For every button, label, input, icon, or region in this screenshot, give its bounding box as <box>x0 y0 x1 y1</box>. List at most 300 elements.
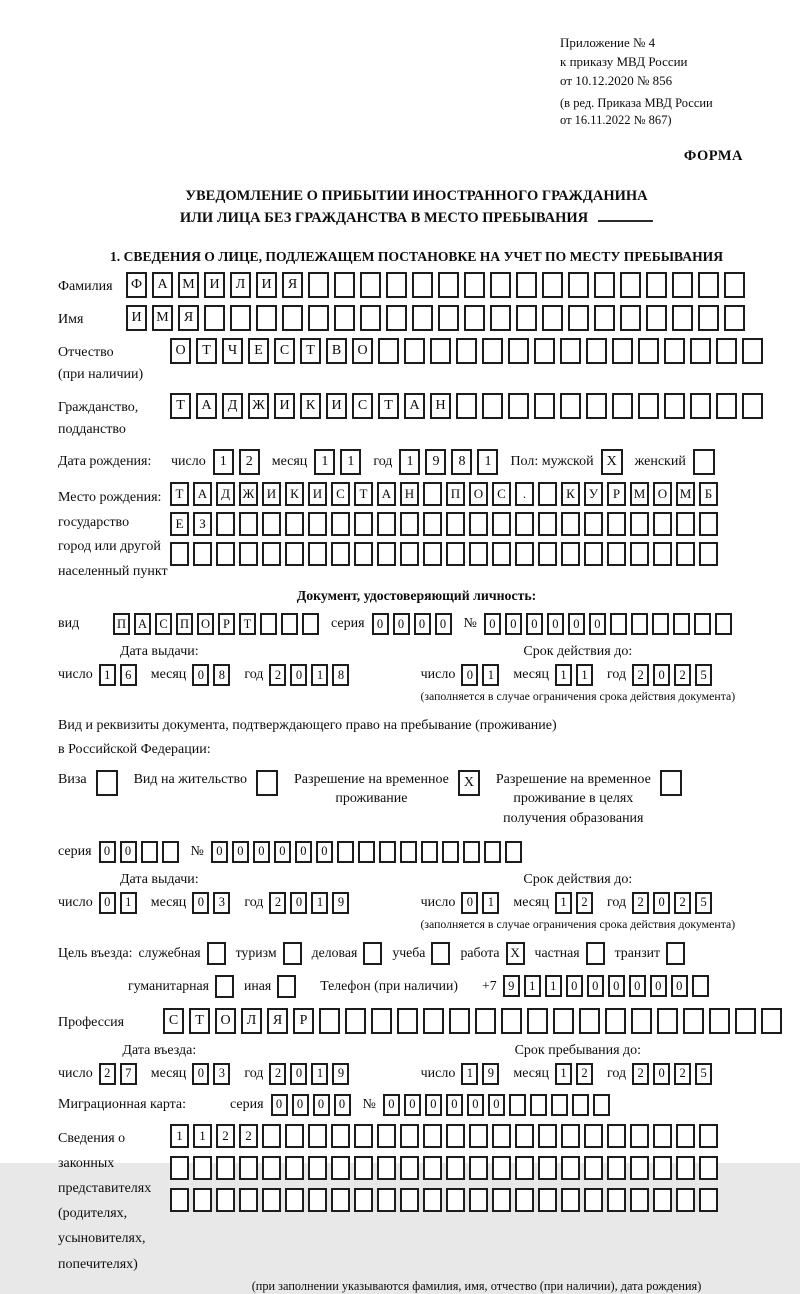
char-cell[interactable]: 0 <box>488 1094 505 1116</box>
char-cell[interactable]: 1 <box>170 1124 189 1148</box>
char-cell[interactable]: 7 <box>120 1063 137 1085</box>
char-cell[interactable] <box>538 1188 557 1212</box>
char-cell[interactable]: Е <box>170 512 189 536</box>
char-cell[interactable]: 9 <box>482 1063 499 1085</box>
char-cell[interactable] <box>716 338 737 364</box>
char-cell[interactable] <box>509 1094 526 1116</box>
char-cell[interactable]: 0 <box>253 841 270 863</box>
char-cell[interactable]: Я <box>282 272 303 298</box>
char-cell[interactable] <box>446 1156 465 1180</box>
char-cell[interactable]: 2 <box>632 892 649 914</box>
char-cell[interactable]: 1 <box>311 1063 328 1085</box>
char-cell[interactable] <box>354 1188 373 1212</box>
sex-female-checkbox[interactable] <box>693 449 715 475</box>
char-cell[interactable] <box>308 512 327 536</box>
char-cell[interactable]: Т <box>189 1008 210 1034</box>
char-cell[interactable]: 2 <box>269 664 286 686</box>
char-cell[interactable]: 0 <box>414 613 431 635</box>
char-cell[interactable] <box>464 272 485 298</box>
char-cell[interactable]: Д <box>222 393 243 419</box>
char-cell[interactable] <box>692 975 709 997</box>
char-cell[interactable] <box>538 1156 557 1180</box>
char-cell[interactable] <box>377 542 396 566</box>
char-cell[interactable]: О <box>469 482 488 506</box>
char-cell[interactable] <box>216 542 235 566</box>
char-cell[interactable]: К <box>285 482 304 506</box>
char-cell[interactable]: 5 <box>695 892 712 914</box>
visit-opt-tourism-checkbox[interactable] <box>283 942 302 965</box>
char-cell[interactable] <box>516 272 537 298</box>
char-cell[interactable]: 6 <box>120 664 137 686</box>
char-cell[interactable]: 8 <box>213 664 230 686</box>
char-cell[interactable]: 0 <box>99 841 116 863</box>
char-cell[interactable]: О <box>170 338 191 364</box>
char-cell[interactable] <box>698 305 719 331</box>
char-cell[interactable] <box>308 272 329 298</box>
char-cell[interactable] <box>442 841 459 863</box>
sex-male-checkbox[interactable]: X <box>601 449 623 475</box>
char-cell[interactable] <box>607 1156 626 1180</box>
char-cell[interactable] <box>386 272 407 298</box>
char-cell[interactable] <box>715 613 732 635</box>
char-cell[interactable] <box>630 1124 649 1148</box>
char-cell[interactable] <box>676 1124 695 1148</box>
char-cell[interactable] <box>482 338 503 364</box>
char-cell[interactable]: 1 <box>555 664 572 686</box>
visit-opt-work-checkbox[interactable]: X <box>506 942 525 965</box>
char-cell[interactable] <box>501 1008 522 1034</box>
char-cell[interactable]: 0 <box>316 841 333 863</box>
visit-opt-business-checkbox[interactable] <box>363 942 382 965</box>
char-cell[interactable]: . <box>515 482 534 506</box>
char-cell[interactable]: А <box>196 393 217 419</box>
char-cell[interactable] <box>449 1008 470 1034</box>
char-cell[interactable]: Ч <box>222 338 243 364</box>
char-cell[interactable] <box>438 305 459 331</box>
char-cell[interactable] <box>527 1008 548 1034</box>
char-cell[interactable] <box>490 272 511 298</box>
char-cell[interactable] <box>672 305 693 331</box>
char-cell[interactable] <box>331 512 350 536</box>
char-cell[interactable]: Я <box>267 1008 288 1034</box>
char-cell[interactable] <box>646 305 667 331</box>
char-cell[interactable] <box>360 272 381 298</box>
char-cell[interactable] <box>653 1156 672 1180</box>
char-cell[interactable] <box>664 338 685 364</box>
char-cell[interactable] <box>308 305 329 331</box>
char-cell[interactable] <box>515 1156 534 1180</box>
char-cell[interactable] <box>204 305 225 331</box>
char-cell[interactable]: И <box>204 272 225 298</box>
char-cell[interactable] <box>638 393 659 419</box>
char-cell[interactable] <box>716 393 737 419</box>
char-cell[interactable] <box>281 613 298 635</box>
char-cell[interactable]: М <box>178 272 199 298</box>
char-cell[interactable]: 1 <box>545 975 562 997</box>
char-cell[interactable] <box>412 305 433 331</box>
char-cell[interactable]: 0 <box>484 613 501 635</box>
char-cell[interactable] <box>620 305 641 331</box>
visit-opt-study-checkbox[interactable] <box>431 942 450 965</box>
char-cell[interactable]: 1 <box>482 664 499 686</box>
char-cell[interactable]: 0 <box>211 841 228 863</box>
char-cell[interactable] <box>285 1124 304 1148</box>
char-cell[interactable]: Л <box>230 272 251 298</box>
char-cell[interactable] <box>358 841 375 863</box>
char-cell[interactable]: П <box>446 482 465 506</box>
char-cell[interactable] <box>377 1188 396 1212</box>
char-cell[interactable]: 1 <box>524 975 541 997</box>
char-cell[interactable] <box>515 512 534 536</box>
char-cell[interactable] <box>193 1188 212 1212</box>
char-cell[interactable]: 0 <box>192 664 209 686</box>
char-cell[interactable] <box>331 1156 350 1180</box>
char-cell[interactable]: Т <box>378 393 399 419</box>
char-cell[interactable]: 0 <box>192 892 209 914</box>
char-cell[interactable] <box>568 272 589 298</box>
char-cell[interactable] <box>475 1008 496 1034</box>
char-cell[interactable]: С <box>492 482 511 506</box>
char-cell[interactable] <box>404 338 425 364</box>
char-cell[interactable] <box>469 1156 488 1180</box>
char-cell[interactable]: 0 <box>566 975 583 997</box>
char-cell[interactable] <box>331 542 350 566</box>
char-cell[interactable] <box>492 512 511 536</box>
char-cell[interactable]: И <box>274 393 295 419</box>
char-cell[interactable]: 9 <box>332 1063 349 1085</box>
char-cell[interactable] <box>561 1124 580 1148</box>
char-cell[interactable] <box>490 305 511 331</box>
char-cell[interactable]: В <box>326 338 347 364</box>
char-cell[interactable]: 2 <box>632 1063 649 1085</box>
char-cell[interactable] <box>516 305 537 331</box>
char-cell[interactable]: А <box>377 482 396 506</box>
char-cell[interactable]: 0 <box>547 613 564 635</box>
char-cell[interactable]: 0 <box>120 841 137 863</box>
char-cell[interactable] <box>594 305 615 331</box>
char-cell[interactable]: Т <box>354 482 373 506</box>
char-cell[interactable]: 0 <box>467 1094 484 1116</box>
char-cell[interactable]: 1 <box>99 664 116 686</box>
char-cell[interactable] <box>690 338 711 364</box>
char-cell[interactable]: К <box>300 393 321 419</box>
char-cell[interactable]: И <box>326 393 347 419</box>
char-cell[interactable] <box>423 1008 444 1034</box>
char-cell[interactable]: 2 <box>269 1063 286 1085</box>
char-cell[interactable] <box>230 305 251 331</box>
char-cell[interactable] <box>400 542 419 566</box>
char-cell[interactable] <box>653 1124 672 1148</box>
char-cell[interactable]: 0 <box>653 892 670 914</box>
char-cell[interactable]: 5 <box>695 1063 712 1085</box>
visit-opt-other-checkbox[interactable] <box>277 975 296 998</box>
char-cell[interactable]: 2 <box>674 664 691 686</box>
char-cell[interactable]: 1 <box>461 1063 478 1085</box>
char-cell[interactable]: Ф <box>126 272 147 298</box>
char-cell[interactable]: С <box>155 613 172 635</box>
char-cell[interactable]: 1 <box>314 449 335 475</box>
char-cell[interactable]: 0 <box>393 613 410 635</box>
char-cell[interactable] <box>170 1156 189 1180</box>
char-cell[interactable] <box>354 542 373 566</box>
char-cell[interactable] <box>515 542 534 566</box>
char-cell[interactable]: П <box>113 613 130 635</box>
char-cell[interactable]: 2 <box>632 664 649 686</box>
visit-opt-transit-checkbox[interactable] <box>666 942 685 965</box>
char-cell[interactable] <box>538 512 557 536</box>
char-cell[interactable]: 1 <box>482 892 499 914</box>
char-cell[interactable] <box>530 1094 547 1116</box>
char-cell[interactable] <box>360 305 381 331</box>
char-cell[interactable]: 0 <box>608 975 625 997</box>
char-cell[interactable]: 0 <box>629 975 646 997</box>
char-cell[interactable]: А <box>134 613 151 635</box>
char-cell[interactable] <box>534 338 555 364</box>
char-cell[interactable] <box>446 512 465 536</box>
char-cell[interactable]: 1 <box>311 892 328 914</box>
char-cell[interactable]: 1 <box>477 449 498 475</box>
char-cell[interactable] <box>141 841 158 863</box>
char-cell[interactable] <box>508 393 529 419</box>
char-cell[interactable] <box>162 841 179 863</box>
char-cell[interactable] <box>412 272 433 298</box>
char-cell[interactable] <box>620 272 641 298</box>
char-cell[interactable] <box>698 272 719 298</box>
char-cell[interactable]: О <box>653 482 672 506</box>
char-cell[interactable] <box>492 542 511 566</box>
temp-residence-edu-checkbox[interactable] <box>660 770 682 796</box>
char-cell[interactable] <box>742 338 763 364</box>
char-cell[interactable] <box>630 512 649 536</box>
char-cell[interactable]: 0 <box>526 613 543 635</box>
char-cell[interactable] <box>584 512 603 536</box>
char-cell[interactable] <box>371 1008 392 1034</box>
char-cell[interactable] <box>308 1124 327 1148</box>
char-cell[interactable]: Т <box>239 613 256 635</box>
char-cell[interactable] <box>377 512 396 536</box>
char-cell[interactable] <box>400 1156 419 1180</box>
char-cell[interactable] <box>612 393 633 419</box>
char-cell[interactable]: 0 <box>192 1063 209 1085</box>
char-cell[interactable] <box>612 338 633 364</box>
char-cell[interactable]: 1 <box>311 664 328 686</box>
char-cell[interactable]: 0 <box>653 1063 670 1085</box>
char-cell[interactable] <box>469 1188 488 1212</box>
char-cell[interactable] <box>699 542 718 566</box>
char-cell[interactable] <box>652 613 669 635</box>
char-cell[interactable] <box>683 1008 704 1034</box>
char-cell[interactable] <box>584 1156 603 1180</box>
char-cell[interactable] <box>542 305 563 331</box>
char-cell[interactable] <box>492 1124 511 1148</box>
char-cell[interactable] <box>607 1188 626 1212</box>
char-cell[interactable] <box>379 841 396 863</box>
char-cell[interactable] <box>676 1156 695 1180</box>
char-cell[interactable]: 8 <box>451 449 472 475</box>
char-cell[interactable]: 0 <box>461 892 478 914</box>
char-cell[interactable] <box>690 393 711 419</box>
char-cell[interactable] <box>239 1188 258 1212</box>
char-cell[interactable] <box>260 613 277 635</box>
char-cell[interactable] <box>377 1124 396 1148</box>
char-cell[interactable]: И <box>256 272 277 298</box>
char-cell[interactable]: Б <box>699 482 718 506</box>
char-cell[interactable] <box>579 1008 600 1034</box>
char-cell[interactable] <box>676 542 695 566</box>
char-cell[interactable]: 0 <box>671 975 688 997</box>
char-cell[interactable] <box>193 542 212 566</box>
visa-checkbox[interactable] <box>96 770 118 796</box>
char-cell[interactable]: И <box>262 482 281 506</box>
char-cell[interactable]: 0 <box>290 664 307 686</box>
char-cell[interactable] <box>664 393 685 419</box>
char-cell[interactable] <box>334 272 355 298</box>
char-cell[interactable] <box>262 1188 281 1212</box>
char-cell[interactable] <box>676 512 695 536</box>
char-cell[interactable] <box>584 1188 603 1212</box>
char-cell[interactable]: 2 <box>99 1063 116 1085</box>
char-cell[interactable] <box>337 841 354 863</box>
char-cell[interactable] <box>423 482 442 506</box>
char-cell[interactable]: 2 <box>269 892 286 914</box>
char-cell[interactable]: 0 <box>290 1063 307 1085</box>
char-cell[interactable]: 0 <box>232 841 249 863</box>
char-cell[interactable]: С <box>163 1008 184 1034</box>
char-cell[interactable] <box>676 1188 695 1212</box>
char-cell[interactable]: П <box>176 613 193 635</box>
char-cell[interactable] <box>193 1156 212 1180</box>
char-cell[interactable] <box>761 1008 782 1034</box>
char-cell[interactable] <box>331 1124 350 1148</box>
char-cell[interactable]: Т <box>170 482 189 506</box>
char-cell[interactable] <box>354 1124 373 1148</box>
char-cell[interactable] <box>653 1188 672 1212</box>
char-cell[interactable] <box>334 305 355 331</box>
char-cell[interactable] <box>699 1124 718 1148</box>
char-cell[interactable]: 0 <box>334 1094 351 1116</box>
char-cell[interactable]: 1 <box>576 664 593 686</box>
char-cell[interactable] <box>673 613 690 635</box>
char-cell[interactable]: 1 <box>399 449 420 475</box>
char-cell[interactable]: А <box>193 482 212 506</box>
residence-permit-checkbox[interactable] <box>256 770 278 796</box>
char-cell[interactable] <box>551 1094 568 1116</box>
char-cell[interactable] <box>262 1156 281 1180</box>
char-cell[interactable]: 2 <box>576 892 593 914</box>
char-cell[interactable] <box>538 1124 557 1148</box>
char-cell[interactable]: К <box>561 482 580 506</box>
char-cell[interactable]: 0 <box>295 841 312 863</box>
char-cell[interactable] <box>699 512 718 536</box>
char-cell[interactable]: Л <box>241 1008 262 1034</box>
char-cell[interactable] <box>560 393 581 419</box>
char-cell[interactable]: 0 <box>568 613 585 635</box>
visit-opt-humanitarian-checkbox[interactable] <box>215 975 234 998</box>
char-cell[interactable]: 0 <box>589 613 606 635</box>
char-cell[interactable]: 0 <box>435 613 452 635</box>
char-cell[interactable] <box>285 542 304 566</box>
char-cell[interactable] <box>400 512 419 536</box>
char-cell[interactable] <box>319 1008 340 1034</box>
char-cell[interactable]: Т <box>300 338 321 364</box>
char-cell[interactable]: Т <box>170 393 191 419</box>
char-cell[interactable] <box>430 338 451 364</box>
char-cell[interactable] <box>515 1188 534 1212</box>
char-cell[interactable] <box>593 1094 610 1116</box>
char-cell[interactable] <box>331 1188 350 1212</box>
char-cell[interactable] <box>239 512 258 536</box>
char-cell[interactable] <box>594 272 615 298</box>
char-cell[interactable] <box>463 841 480 863</box>
char-cell[interactable] <box>262 512 281 536</box>
char-cell[interactable] <box>607 542 626 566</box>
char-cell[interactable]: 0 <box>383 1094 400 1116</box>
char-cell[interactable] <box>285 1156 304 1180</box>
char-cell[interactable]: 0 <box>653 664 670 686</box>
char-cell[interactable] <box>354 512 373 536</box>
visit-opt-private-checkbox[interactable] <box>586 942 605 965</box>
char-cell[interactable] <box>262 542 281 566</box>
char-cell[interactable] <box>584 1124 603 1148</box>
char-cell[interactable] <box>542 272 563 298</box>
char-cell[interactable]: О <box>352 338 373 364</box>
char-cell[interactable] <box>538 542 557 566</box>
char-cell[interactable] <box>568 305 589 331</box>
char-cell[interactable] <box>553 1008 574 1034</box>
char-cell[interactable] <box>345 1008 366 1034</box>
char-cell[interactable] <box>735 1008 756 1034</box>
char-cell[interactable] <box>423 1124 442 1148</box>
char-cell[interactable]: Ж <box>248 393 269 419</box>
char-cell[interactable]: 9 <box>425 449 446 475</box>
char-cell[interactable]: И <box>126 305 147 331</box>
char-cell[interactable] <box>630 1156 649 1180</box>
char-cell[interactable]: 2 <box>216 1124 235 1148</box>
char-cell[interactable] <box>282 305 303 331</box>
char-cell[interactable]: 1 <box>340 449 361 475</box>
char-cell[interactable] <box>397 1008 418 1034</box>
char-cell[interactable] <box>446 1188 465 1212</box>
char-cell[interactable]: О <box>215 1008 236 1034</box>
char-cell[interactable]: 0 <box>372 613 389 635</box>
char-cell[interactable]: С <box>352 393 373 419</box>
char-cell[interactable]: 2 <box>674 892 691 914</box>
char-cell[interactable]: А <box>404 393 425 419</box>
char-cell[interactable] <box>469 1124 488 1148</box>
char-cell[interactable] <box>170 1188 189 1212</box>
char-cell[interactable] <box>561 542 580 566</box>
char-cell[interactable]: Н <box>430 393 451 419</box>
char-cell[interactable] <box>423 512 442 536</box>
char-cell[interactable] <box>699 1156 718 1180</box>
char-cell[interactable]: 2 <box>576 1063 593 1085</box>
char-cell[interactable] <box>423 1156 442 1180</box>
char-cell[interactable]: И <box>308 482 327 506</box>
char-cell[interactable] <box>438 272 459 298</box>
char-cell[interactable] <box>653 512 672 536</box>
char-cell[interactable] <box>285 1188 304 1212</box>
char-cell[interactable] <box>515 1124 534 1148</box>
char-cell[interactable]: 1 <box>193 1124 212 1148</box>
char-cell[interactable] <box>354 1156 373 1180</box>
char-cell[interactable]: З <box>193 512 212 536</box>
char-cell[interactable]: 0 <box>650 975 667 997</box>
char-cell[interactable] <box>630 542 649 566</box>
char-cell[interactable] <box>560 338 581 364</box>
char-cell[interactable]: С <box>274 338 295 364</box>
char-cell[interactable] <box>586 393 607 419</box>
char-cell[interactable]: 0 <box>99 892 116 914</box>
